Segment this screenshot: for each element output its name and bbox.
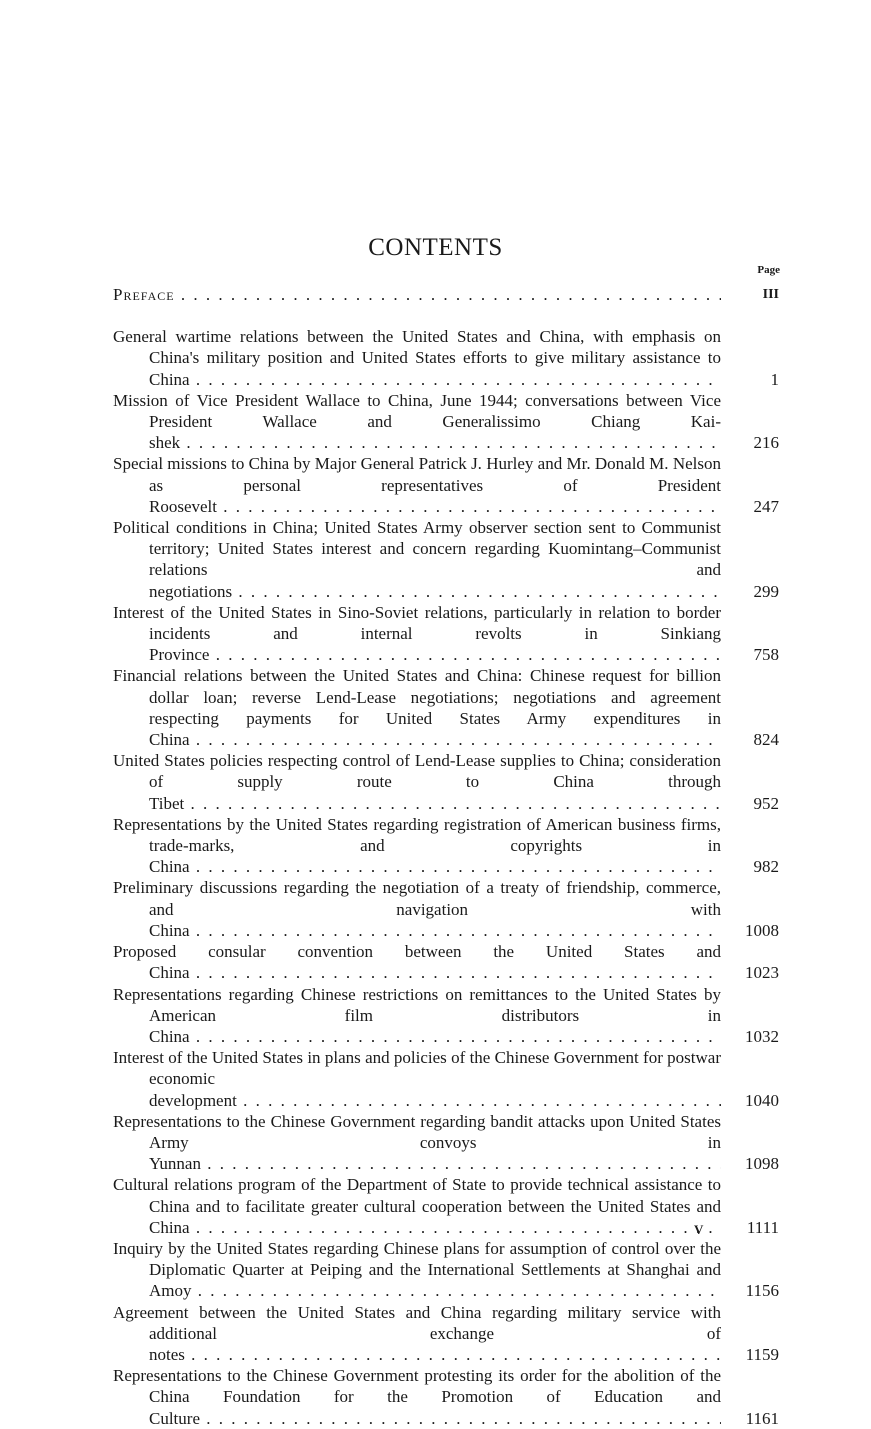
page-column-header: Page [757,264,780,276]
toc-entry-title: Inquiry by the United States regarding Chinese plans for assumption of control over the Diplomatic Quarter at Peiping and the International Settlements at Shanghai and Amoy . . . [113,1239,721,1300]
toc-entry-page: 1161 [745,1408,779,1428]
toc-entry[interactable] [113,602,779,666]
toc-entry-page: 1023 [745,963,779,983]
toc-entry-text [113,941,721,983]
toc-entry-text [113,814,721,878]
toc-entry-page: 1040 [745,1090,779,1110]
toc-entry-text [113,453,721,517]
toc-entry[interactable] [113,1238,779,1302]
toc-entry-page: 1098 [745,1154,779,1174]
toc-entry-page: 1156 [745,1281,779,1301]
toc-entry-page: 1008 [745,920,779,940]
toc-entry[interactable] [113,665,779,750]
toc-entry-page: 1 [770,369,779,389]
toc-entry-text [113,1302,721,1366]
toc-entry-title: Representations regarding Chinese restrictions on remittances to the United States by American film distributors in China . . . [113,985,721,1046]
toc-entry-text [113,284,721,305]
toc-entry-text [113,665,721,750]
toc-entry-list [113,326,779,1429]
toc-entry-title: Special missions to China by Major General Patrick J. Hurley and Mr. Donald M. Nelson as personal representatives of President Roosevelt . . . [113,454,721,515]
toc-entry[interactable] [113,1302,779,1366]
toc-entry[interactable] [113,984,779,1048]
toc-entry[interactable] [113,453,779,517]
toc-entry-page: 982 [753,857,779,877]
toc-entry-text [113,326,721,390]
toc-entry-page: 952 [753,793,779,813]
toc-entry-page: 758 [753,645,779,665]
toc-entry-text [113,1238,721,1302]
toc-entry-page: III [762,287,779,302]
toc-entry-preface[interactable] [113,284,779,305]
toc-entry-title: Representations to the Chinese Government regarding bandit attacks upon United States Army convoys in Yunnan . . . [113,1112,721,1173]
toc-entry[interactable] [113,1365,779,1429]
toc-entry-text [113,602,721,666]
toc-entry[interactable] [113,517,779,602]
toc-entry-title: General wartime relations between the United States and China, with emphasis on China's military position and United States efforts to give military assistance to China . . . [113,327,721,388]
toc-entry-title: Proposed consular convention between the United States and China . . . [113,942,721,982]
toc-entry-title: Preface . . . [113,285,721,304]
toc-entry-page: 1111 [746,1217,779,1237]
toc-entry-text [113,1047,721,1111]
toc-entry-text [113,984,721,1048]
toc-entry-page: 247 [753,496,779,516]
toc-entry-page: 299 [753,581,779,601]
toc-entry-title: Cultural relations program of the Department of State to provide technical assistance to China and to facilitate greater cultural cooperation between the United States and China . . . [113,1175,721,1236]
toc-entry[interactable] [113,814,779,878]
page-title: CONTENTS [368,234,503,261]
toc-entry-title: Financial relations between the United States and China: Chinese request for billion dollar loan; reverse Lend-Lease negotiations; negotiations and agreement respecting payments for United States Army expenditures in China . . . [113,666,721,749]
toc-entry-text [113,877,721,941]
toc-entry-text [113,390,721,454]
table-of-contents [113,284,779,1429]
toc-entry-title: Representations by the United States regarding registration of American business firms, trade-marks, and copyrights in China . . . [113,815,721,876]
toc-entry-title: Representations to the Chinese Government protesting its order for the abolition of the China Foundation for the Promotion of Education and Culture . . . [113,1366,721,1427]
toc-entry-text [113,517,721,602]
toc-entry-title: Interest of the United States in plans and policies of the Chinese Government for postwar economic development . . . [113,1048,721,1109]
toc-entry-text [113,1111,721,1175]
page-folio: V [694,1222,704,1237]
toc-entry-page: 1032 [745,1026,779,1046]
toc-entry-title: Mission of Vice President Wallace to China, June 1944; conversations between Vice President Wallace and Generalissimo Chiang Kai-shek . . . [113,391,721,452]
toc-entry-page: 824 [753,730,779,750]
toc-entry[interactable] [113,877,779,941]
toc-entry[interactable] [113,1174,779,1238]
toc-entry[interactable] [113,750,779,814]
toc-entry-title: Political conditions in China; United States Army observer section sent to Communist territory; United States interest and concern regarding Kuomintang–Communist relations and negotiations . . . [113,518,721,601]
toc-entry-title: United States policies respecting control of Lend-Lease supplies to China; consideration of supply route to China through Tibet . . . [113,751,721,812]
toc-entry[interactable] [113,941,779,983]
toc-entry-page: 216 [753,433,779,453]
toc-entry[interactable] [113,1047,779,1111]
toc-entry-page: 1159 [745,1344,779,1364]
toc-entry-text [113,750,721,814]
toc-entry-text [113,1174,721,1238]
toc-entry-title: Preliminary discussions regarding the negotiation of a treaty of friendship, commerce, and navigation with China . . . [113,878,721,939]
toc-entry-text [113,1365,721,1429]
toc-entry[interactable] [113,326,779,390]
toc-entry-title: Agreement between the United States and China regarding military service with additional exchange of notes . . . [113,1303,721,1364]
toc-entry[interactable] [113,390,779,454]
toc-entry-title: Interest of the United States in Sino-Soviet relations, particularly in relation to border incidents and internal revolts in Sinkiang Province . . . [113,603,721,664]
toc-entry[interactable] [113,1111,779,1175]
